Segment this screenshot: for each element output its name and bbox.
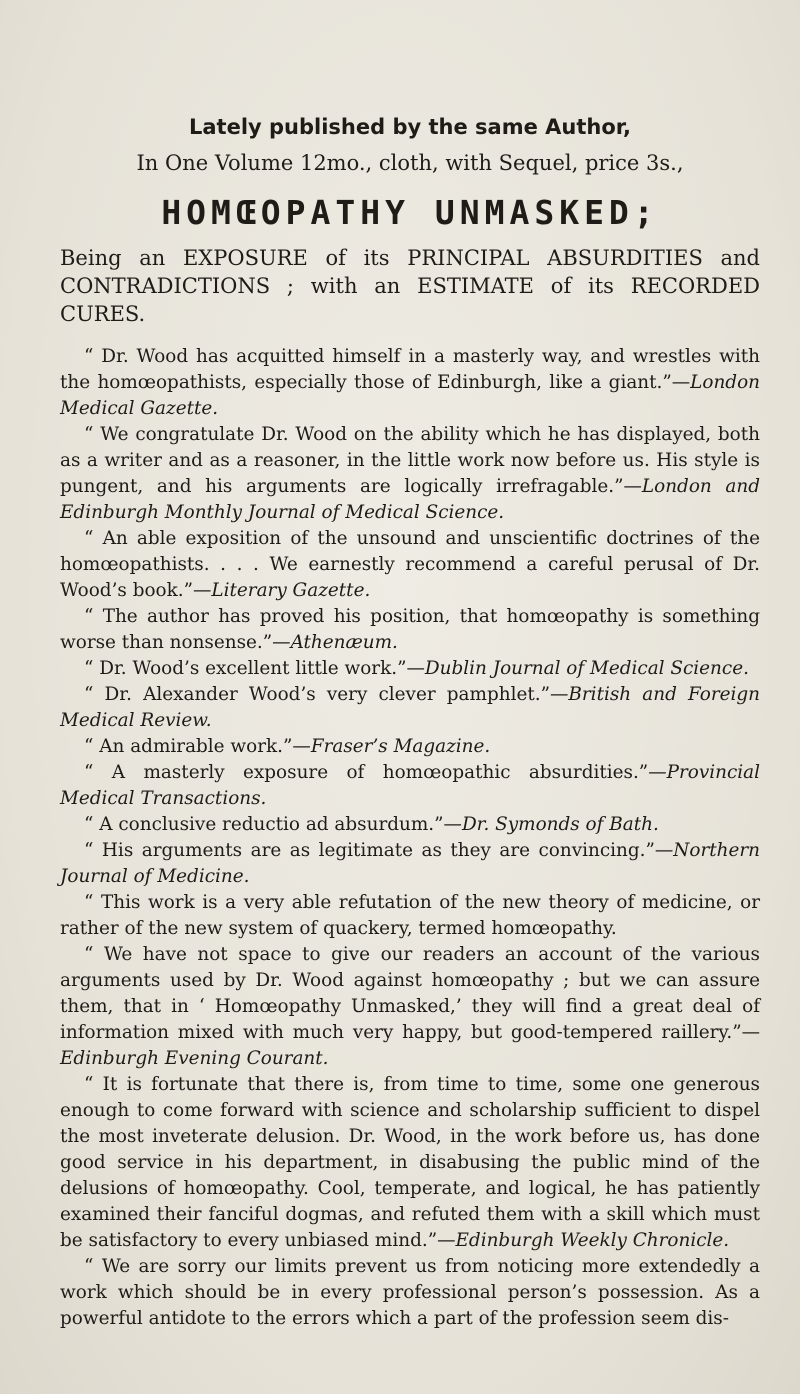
review-source: Dr. Symonds of Bath. (461, 814, 659, 835)
review-text: “ A conclusive reductio ad absurdum.”— (84, 814, 462, 835)
review-text: “ It is fortunate that there is, from time to time, some one generous enough to come forward with science and scholarship sufficient to dispel the most inveterate delusion. Dr. Wood, in the work before us, has done good service in his department, in disabusing the public mind of the delusions of homœopathy. Cool, temperate, and logical, he has patiently examined their fanciful dogmas, and refuted them with a skill which must be satisfactory to every unbiased mind.”— (60, 1074, 760, 1251)
review-quote (60, 344, 760, 422)
review-text: “ An able exposition of the unsound and unscientific doctrines of the homœopathists. . . . We earnestly recommend a careful perusal of Dr. Wood’s book.”— (60, 528, 760, 601)
review-text: “ We congratulate Dr. Wood on the ability which he has displayed, both as a writer and as a reasoner, in the little work now before us. His style is pungent, and his arguments are logically irrefragable.”— (60, 424, 760, 497)
review-source: Literary Gazette. (211, 580, 371, 601)
review-text: “ An admirable work.”— (84, 736, 311, 757)
review-text: “ Dr. Wood’s excellent little work.”— (84, 658, 425, 679)
review-source: Provincial Medical Transactions. (60, 762, 760, 809)
review-source: London Medical Gazette. (60, 372, 760, 419)
review-quote (60, 682, 760, 734)
review-source: Dublin Journal of Medical Science. (424, 658, 749, 679)
advertisement-text (60, 115, 760, 1332)
review-source: Fraser’s Magazine. (310, 736, 491, 757)
review-quote (60, 942, 760, 1072)
review-text: “ Dr. Alexander Wood’s very clever pamphlet.”— (84, 684, 569, 705)
book-description: Being an EXPOSURE of its PRINCIPAL ABSURDITIES and CONTRADICTIONS ; with an ESTIMATE of its RECORDED CURES. (60, 246, 760, 326)
review-quote (60, 604, 760, 656)
review-source: Athenæum. (290, 632, 398, 653)
review-quote (60, 734, 760, 760)
review-source: Edinburgh Evening Courant. (60, 1048, 329, 1069)
review-text: “ This work is a very able refutation of the new theory of medicine, or rather of the new system of quackery, termed homœopathy. (60, 892, 760, 939)
review-quote (60, 838, 760, 890)
review-quote (60, 656, 760, 682)
review-text: “ We have not space to give our readers an account of the various arguments used by Dr. Wood against homœopathy ; but we can assure them, that in ‘ Homœopathy Unmasked,’ they will find a great deal of information mixed with much very happy, but good-tempered raillery.”— (60, 944, 760, 1043)
review-text: “ Dr. Wood has acquitted himself in a masterly way, and wrestles with the homœopathists, especially those of Edinburgh, like a giant.”— (60, 346, 760, 393)
review-text: “ A masterly exposure of homœopathic absurdities.”— (84, 762, 667, 783)
review-text: “ We are sorry our limits prevent us from noticing more extendedly a work which should be in every professional person’s possession. As a powerful antidote to the errors which a part of the profession seem dis- (60, 1256, 760, 1329)
review-quote (60, 890, 760, 942)
reviews-list (60, 344, 760, 1332)
review-source: British and Foreign Medical Review. (60, 684, 760, 731)
review-source: Northern Journal of Medicine. (60, 840, 760, 887)
lately-published-heading: Lately published by the same Author, (188, 115, 632, 139)
review-source: London and Edinburgh Monthly Journal of Medical Science. (60, 476, 761, 523)
review-text: “ His arguments are as legitimate as they are convincing.”— (84, 840, 674, 861)
review-quote (60, 422, 760, 526)
review-source: Edinburgh Weekly Chronicle. (455, 1230, 730, 1251)
review-quote (60, 1072, 760, 1254)
review-text: “ The author has proved his position, that homœopathy is something worse than nonsense.”— (60, 606, 760, 653)
book-title: HOMŒOPATHY UNMASKED; (161, 193, 659, 232)
review-quote (60, 760, 760, 812)
review-quote (60, 526, 760, 604)
volume-price-line: In One Volume 12mo., cloth, with Sequel, price 3s., (136, 151, 684, 175)
review-quote (60, 812, 760, 838)
review-quote (60, 1254, 760, 1332)
